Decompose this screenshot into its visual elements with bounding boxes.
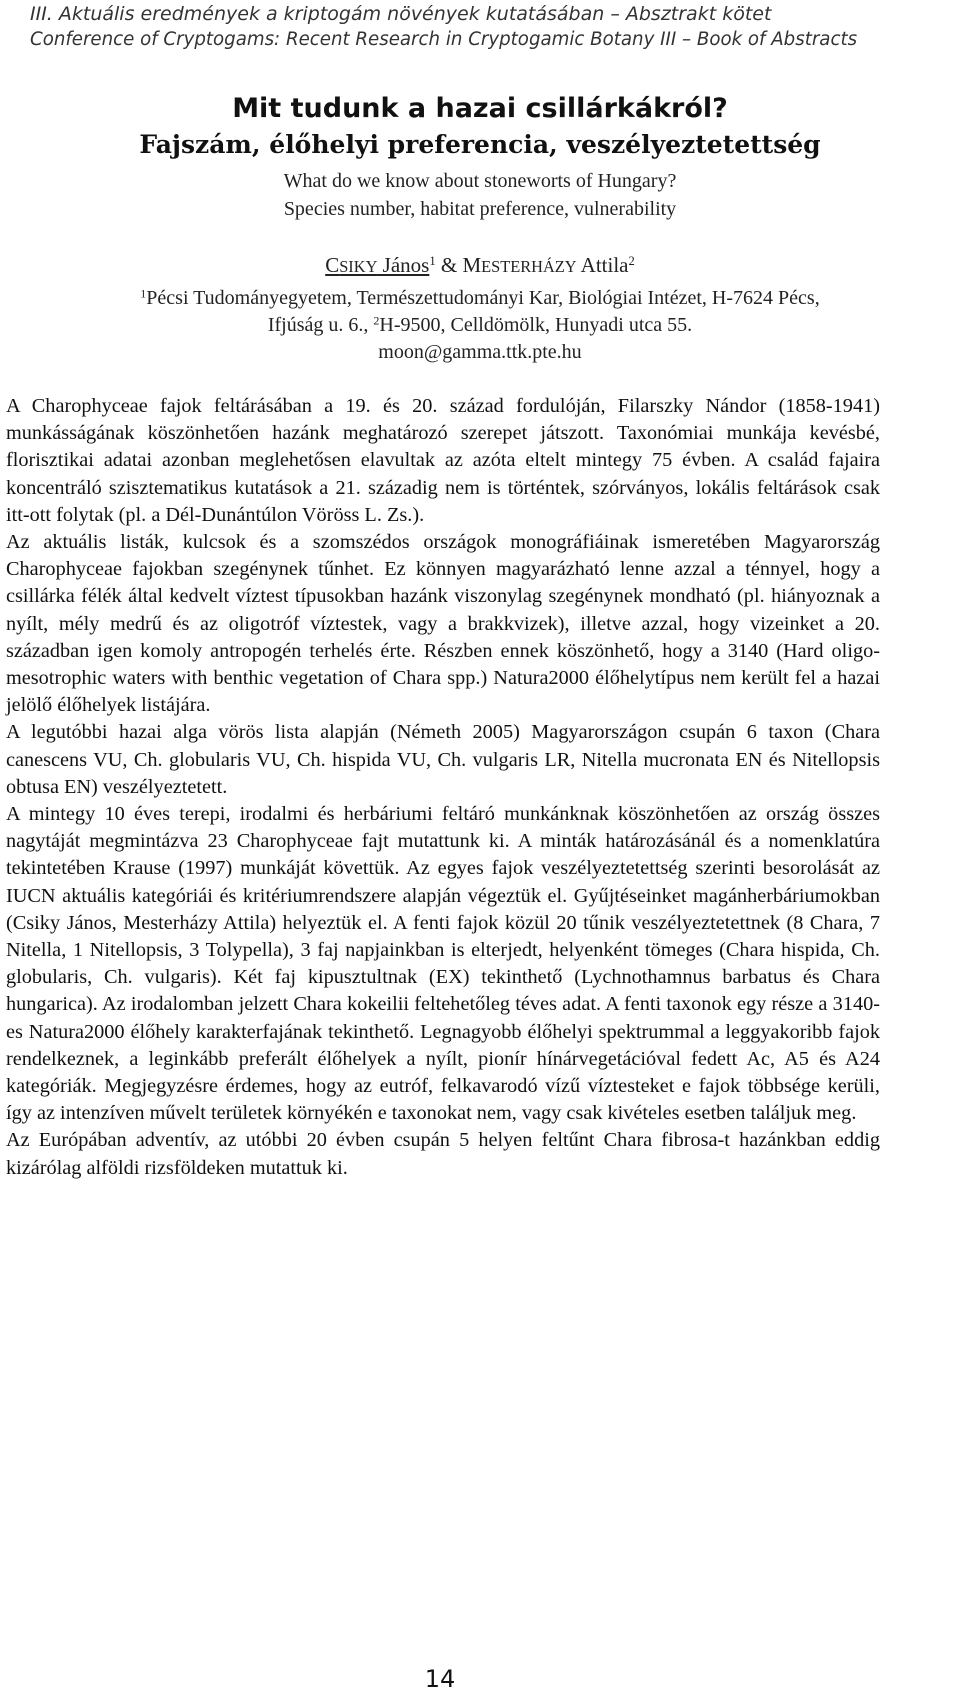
contact-email[interactable]: moon@gamma.ttk.pte.hu [378,341,582,363]
header-line-hungarian: III. Aktuális eredmények a kriptogám növények kutatásában – Absztrakt kötet [30,3,772,25]
author-1: CSIKY János [325,253,430,277]
paragraph-4: A mintegy 10 éves terepi, irodalmi és herbáriumi feltáró munkánknak köszönhetően az ország összes nagytáját megmintázva 23 Charophyceae fajt mutattunk ki. A minták határozásánál és a nomenklatúra tekintetében Krause (1997) munkáját követtük. Az egyes fajok veszélyeztetettség szerinti besorolását az IUCN aktuális kategóriái és kritériumrendszere alapján végeztük el. Gyűjtéseinket magánherbáriumokban (Csiky János, Mesterházy Attila) helyeztük el. A fenti fajok közül 20 tűnik veszélyeztetettnek (8 Chara, 7 Nitella, 1 Nitellopsis, 3 Tolypella), 3 faj napjainkban is elterjedt, helyenként tömeges (Chara hispida, Ch. globularis, Ch. vulgaris). Két faj kipusztultnak (EX) tekinthető (Lychnothamnus barbatus és Chara hungarica). Az irodalomban jelzett Chara kokeilii feltehetőleg téves adat. A fenti taxonok egy része a 3140-es Natura2000 élőhely karakterfajának tekinthető. Legnagyobb élőhelyi spektrummal a leggyakoribb fajok rendelkeznek, a leginkább preferált élőhelyek a nyílt, pionír hínárvegetációval fedett Ac, A5 és A24 kategóriák. Megjegyzésre érdemes, hogy az eutróf, felkavarodó vízű víztesteket e fajok többsége kerüli, így az intenzíven művelt területek környékén e taxonokat nem, vagy csak kivételes esetben találjuk meg. [6,803,880,1125]
running-header [30,2,930,52]
title-line-1: Mit tudunk a hazai csillárkákról? [232,93,728,124]
header-line-english: Conference of Cryptogams: Recent Research in Cryptogamic Botany III – Book of Abstracts [30,29,858,50]
author-separator: & [435,253,463,277]
affiliation-1: $^1$Pécsi Tudományegyetem, Természettudományi Kar, Biológiai Intézet, H-7624 Pécs, [140,286,820,309]
author-1-affil-marker: 1 [429,254,436,269]
paragraph-3: A legutóbbi hazai alga vörös lista alapján (Németh 2005) Magyarországon csupán 6 taxon (Chara canescens VU, Ch. globularis VU, Ch. hispida VU, Ch. vulgaris LR, Nitella mucronata EN és Nitellopsis obtusa EN) veszélyeztetett. [6,721,880,798]
english-title-line-1: What do we know about stoneworts of Hungary? [283,170,677,192]
abstract-body [6,393,880,1182]
author-2-affil-marker: 2 [628,254,635,269]
affiliation-2: Ifjúság u. 6., $^2$H-9500, Celldömölk, Hunyadi utca 55. [267,313,693,336]
page-number: 14 [424,1665,456,1693]
paragraph-2: Az aktuális listák, kulcsok és a szomszédos országok monográfiáinak ismeretében Magyarország Charophyceae fajokban szegénynek tűnhet. Ez könnyen magyarázható lenne azzal a ténnyel, hogy a csillárka félék által kedvelt víztest típusokban hazánk viszonylag szegénynek mondható (pl. hiányoznak a nyílt, mély medrű és az oligotróf víztestek, vagy a brakkvizek), illetve azzal, hogy vizeinket a 20. században igen komoly antropogén terhelés érte. Részben ennek köszönhető, hogy a 3140 (Hard oligo-mesotrophic waters with benthic vegetation of Chara spp.) Natura2000 élőhelytípus nem került fel a hazai jelölő élőhelyek listájára. [6,531,880,717]
author-2: MESTERHÁZY Attila [462,253,629,277]
author-line [0,252,960,280]
paragraph-5: Az Európában adventív, az utóbbi 20 évben csupán 5 helyen feltűnt Chara fibrosa-t hazánkban eddig kizárólag alföldi rizsföldeken mutattuk ki. [6,1129,880,1179]
paragraph-1: A Charophyceae fajok feltárásában a 19. és 20. század fordulóján, Filarszky Nándor (1858-1941) munkásságának köszönhetően hazánk meghatározó szerepet játszott. Taxonómiai munkája kevésbé, florisztikai adatai azonban meglehetősen elavultak az azóta eltelt mintegy 75 évben. A család fajaira koncentráló szisztematikus kutatások a 21. századig nem is történtek, szórványos, lokális feltárások csak itt-ott folytak (pl. a Dél-Dunántúlon Vöröss L. Zs.). [6,395,880,526]
english-title-line-2: Species number, habitat preference, vulnerability [283,198,677,220]
title-line-2: Fajszám, élőhelyi preferencia, veszélyeztetettség [139,130,821,159]
